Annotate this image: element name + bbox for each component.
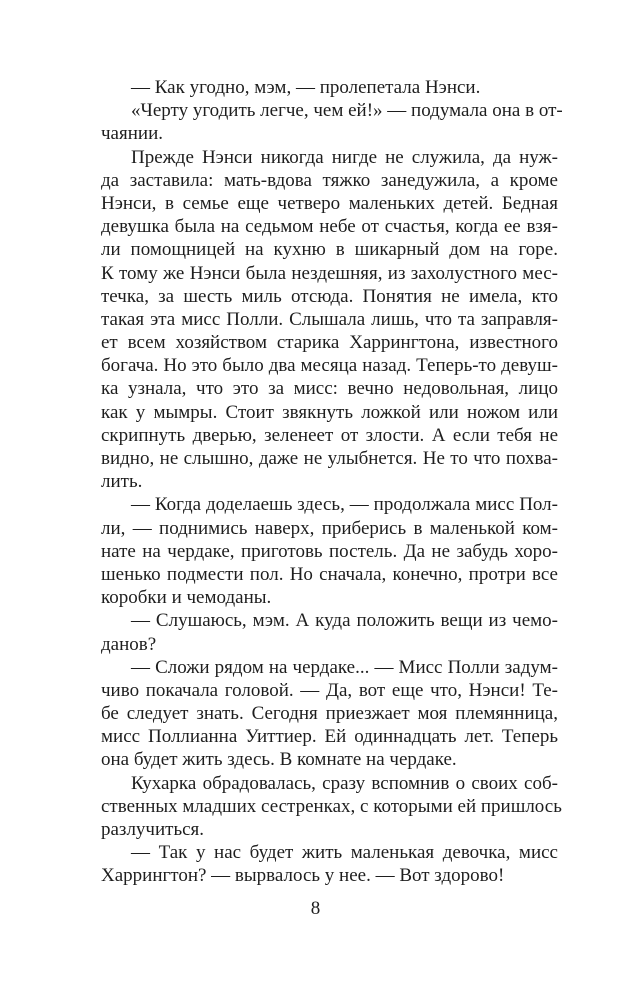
text-line: мисс Поллианна Уиттиер. Ей одиннадцать лет. Теперь [101, 726, 558, 748]
text-line: она будет жить здесь. В комнате на чердаке. [101, 749, 457, 771]
text-line: ли помощницей на кухню в шикарный дом на горе. [101, 239, 558, 261]
text-line: «Черту угодить легче, чем ей!» — подумала она в от- [131, 100, 563, 122]
text-line: — Так у нас будет жить маленькая девочка, мисс [131, 842, 558, 864]
text-line: шенько подмести пол. Но сначала, конечно, протри все [101, 563, 558, 585]
text-line: — Сложи рядом на чердаке... — Мисс Полли задум- [131, 656, 558, 678]
text-line: видно, не слышно, даже не улыбнется. Не то что похва- [101, 448, 558, 469]
text-line: как у мымры. Стоит звякнуть ложкой или ножом или [101, 401, 558, 423]
text-line: лить. [101, 471, 143, 493]
text-line: Кухарка обрадовалась, сразу вспомнив о своих соб- [131, 772, 558, 794]
page-body-text [101, 76, 563, 888]
text-line: девушка была на седьмом небе от счастья, когда ее взя- [101, 216, 558, 238]
text-line: Прежде Нэнси никогда нигде не служила, да нуж- [131, 146, 558, 168]
text-line: такая эта мисс Полли. Слышала лишь, что та заправля- [101, 308, 558, 330]
text-line: — Когда доделаешь здесь, — продолжала мисс Пол- [131, 494, 558, 516]
text-line: нате на чердаке, приготовь постель. Да не забудь хоро- [101, 540, 558, 562]
text-line: Нэнси, в семье еще четверо маленьких детей. Бедная [101, 192, 558, 214]
text-line: ственных младших сестренках, с которыми ей пришлось [101, 795, 562, 817]
text-line: чаянии. [101, 123, 163, 145]
text-line: течка, за шесть миль отсюда. Понятия не имела, кто [101, 285, 558, 307]
text-line: коробки и чемоданы. [101, 587, 272, 609]
text-line: бе следует знать. Сегодня приезжает моя племянница, [101, 703, 558, 725]
text-line: К тому же Нэнси была нездешняя, из захолустного мес- [101, 262, 558, 284]
text-line: — Слушаюсь, мэм. А куда положить вещи из чемо- [131, 610, 558, 632]
text-line: скрипнуть дверью, зеленеет от злости. А если тебя не [101, 424, 558, 446]
text-line: данов? [101, 633, 157, 655]
text-line: Харрингтон? — вырвалось у нее. — Вот здорово! [101, 865, 505, 887]
text-line: ка узнала, что это за мисс: вечно недовольная, лицо [101, 378, 558, 400]
text-line: — Как угодно, мэм, — пролепетала Нэнси. [131, 77, 481, 98]
text-line: ет всем хозяйством старика Харрингтона, известного [101, 332, 558, 354]
text-line: богача. Но это было два месяца назад. Теперь-то девуш- [101, 355, 558, 377]
text-line: разлучиться. [101, 819, 205, 840]
text-line: да заставила: мать-вдова тяжко занедужила, а кроме [101, 169, 558, 191]
text-line: ли, — поднимись наверх, приберись в маленькой ком- [101, 517, 558, 539]
page-number: 8 [310, 898, 321, 919]
text-line: чиво покачала головой. — Да, вот еще что, Нэнси! Те- [101, 679, 558, 701]
